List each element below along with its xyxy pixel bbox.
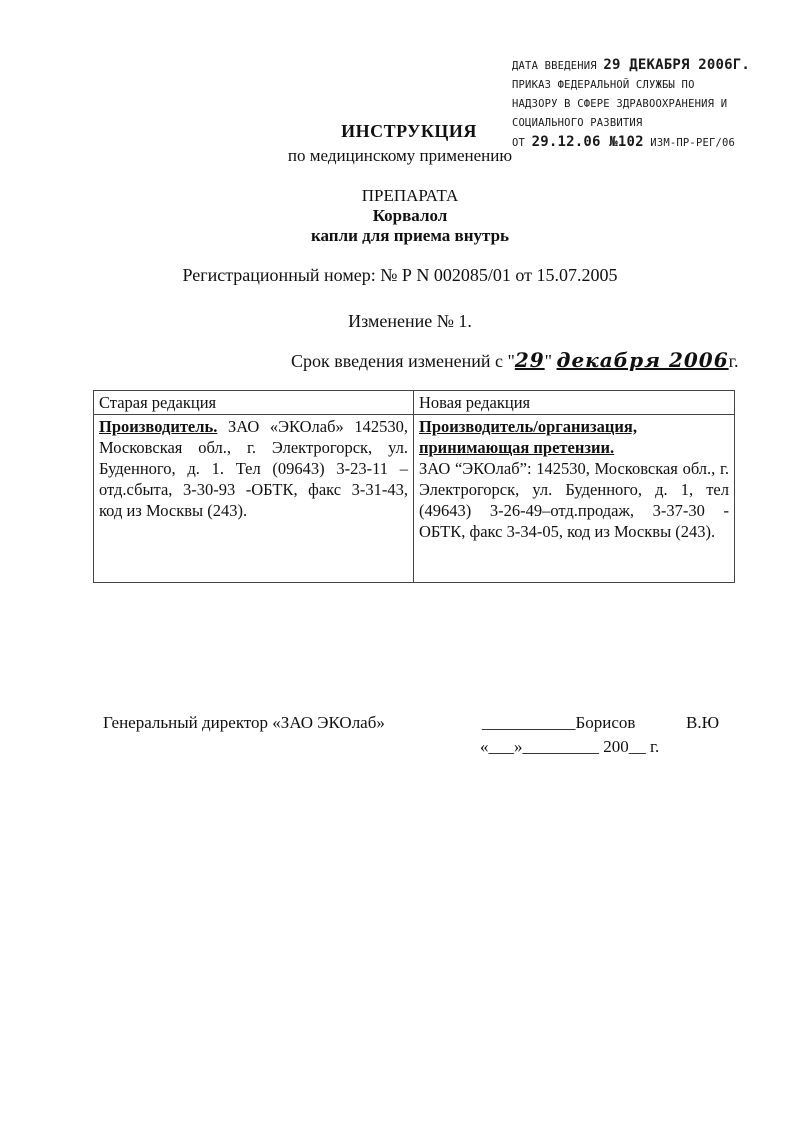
document-title: ИНСТРУКЦИЯ: [341, 121, 477, 141]
drug-label: ПРЕПАРАТА: [361, 186, 459, 205]
effective-date-line: Срок введения изменений с "29" декабря 2006г.: [291, 348, 739, 372]
new-manufacturer-label: Производитель/организация, принимающая претензии.: [419, 417, 637, 457]
document-subtitle: по медицинскому применению: [287, 146, 513, 165]
new-manufacturer-text: ЗАО “ЭКОлаб”: 142530, Московская обл., г. Электрогорск, ул. Буденного, д. 1, тел (49643) 3-26-49–отд.продаж, 3-37-30 - ОБТК, факс 3-34-05, код из Москвы (243).: [419, 459, 729, 541]
revision-table: [93, 390, 735, 583]
stamp-line-4: СОЦИАЛЬНОГО РАЗВИТИЯ: [512, 117, 643, 129]
table-header-row: [94, 391, 735, 415]
signatory-surname: Борисов: [575, 713, 636, 732]
drug-name: Корвалол: [372, 206, 448, 225]
old-manufacturer-text: ЗАО «ЭКОлаб» 142530, Московская обл., г. Электрогорск, ул. Буденного, д. 1. Тел (09643) 3-23-11 – отд.сбыта, 3-30-93 -ОБТК, факс 3-31-43, код из Москвы (243).: [99, 417, 408, 520]
registration-stamp: [512, 56, 752, 153]
signatory-position: Генеральный директор «ЗАО ЭКОлаб»: [103, 713, 385, 732]
col-old-header: Старая редакция: [94, 391, 414, 415]
change-number: Изменение № 1.: [348, 311, 472, 331]
effective-month-year: декабря 2006: [556, 348, 729, 372]
registration-number: Регистрационный номер: № Р N 002085/01 от 15.07.2005: [182, 265, 618, 285]
stamp-line-date: ДАТА ВВЕДЕНИЯ 29 ДЕКАБРЯ 2006Г.: [512, 57, 751, 73]
effective-day: 29: [514, 348, 545, 372]
stamp-line-2: ПРИКАЗ ФЕДЕРАЛЬНОЙ СЛУЖБЫ ПО: [512, 79, 695, 91]
col-new-header: Новая редакция: [414, 391, 735, 415]
stamp-date: 29 ДЕКАБРЯ 2006Г.: [603, 57, 751, 73]
stamp-line-3: НАДЗОРУ В СФЕРЕ ЗДРАВООХРАНЕНИЯ И: [512, 98, 728, 110]
signature-date: «___»_________ 200__ г.: [480, 737, 660, 756]
old-manufacturer-label: Производитель.: [99, 417, 218, 436]
signatory-initials: В.Ю: [686, 713, 720, 732]
stamp-line-order: ОТ 29.12.06 №102 ИЗМ-ПР-РЕГ/06: [512, 134, 736, 150]
signature-line: ___________Борисов: [482, 713, 636, 732]
new-edition-cell: [414, 415, 735, 583]
drug-form: капли для приема внутрь: [310, 226, 510, 245]
table-row: [94, 415, 735, 583]
old-edition-cell: [94, 415, 414, 583]
stamp-order-number: 29.12.06 №102: [531, 134, 644, 150]
